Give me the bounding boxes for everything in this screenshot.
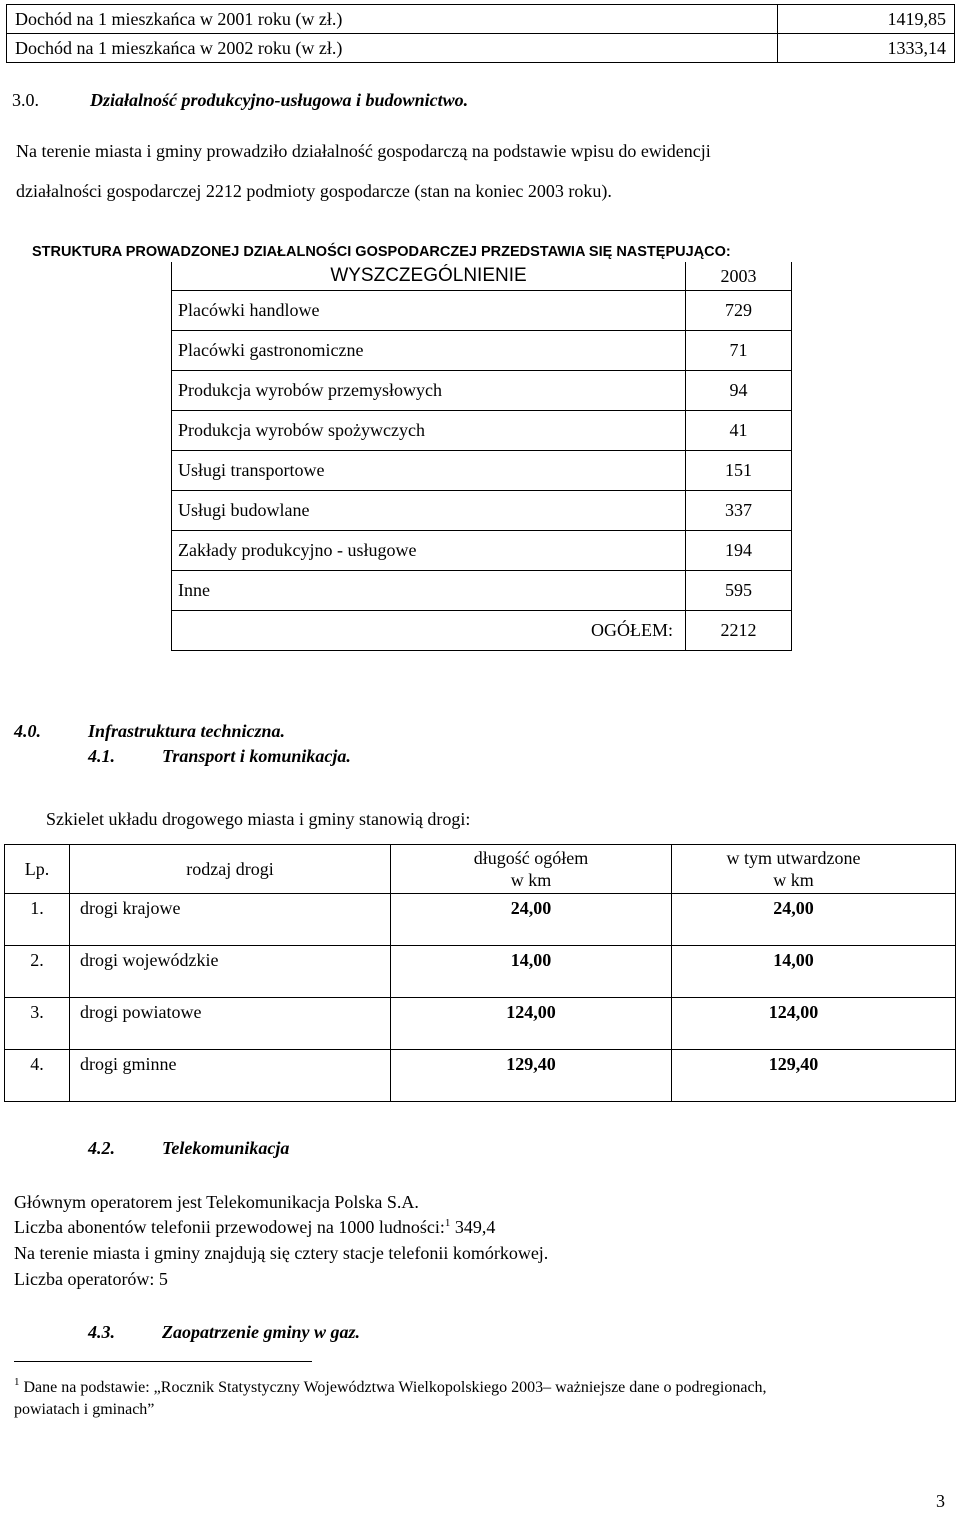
table-row (172, 291, 792, 331)
telecom-text: Liczba abonentów telefonii przewodowej na 1000 ludności: (14, 1217, 445, 1237)
header-line: w tym utwardzone (726, 848, 861, 868)
cell-name: Inne (172, 571, 686, 611)
cell-value: 41 (686, 411, 792, 451)
table-row (7, 5, 955, 34)
cell-length: 129,40 (391, 1050, 672, 1102)
table-row (172, 491, 792, 531)
telecom-value: 349,4 (454, 1217, 496, 1237)
table-row (7, 34, 955, 63)
cell-lp: 2. (5, 946, 70, 998)
cell-value: 729 (686, 291, 792, 331)
cell-length: 14,00 (391, 946, 672, 998)
footnote-ref: 1 (444, 1217, 451, 1229)
section-number: 4.2. (88, 1138, 115, 1158)
section-title: Telekomunikacja (162, 1138, 290, 1158)
cell-name: Usługi budowlane (172, 491, 686, 531)
cell-value: 151 (686, 451, 792, 491)
cell-lp: 4. (5, 1050, 70, 1102)
cell-length: 124,00 (391, 998, 672, 1050)
total-value: 2212 (686, 611, 792, 651)
table-row (172, 331, 792, 371)
column-header-name: WYSZCZEGÓLNIENIE (172, 262, 686, 291)
income-value: 1333,14 (778, 34, 955, 63)
cell-type: drogi powiatowe (70, 998, 391, 1050)
income-value: 1419,85 (778, 5, 955, 34)
table-row (5, 1050, 956, 1102)
income-label: Dochód na 1 mieszkańca w 2002 roku (w zł.) (7, 34, 778, 63)
cell-hardened: 24,00 (672, 894, 956, 946)
table-header-row (5, 845, 956, 894)
income-label: Dochód na 1 mieszkańca w 2001 roku (w zł.) (7, 5, 778, 34)
cell-name: Produkcja wyrobów przemysłowych (172, 371, 686, 411)
section-title: Transport i komunikacja. (162, 746, 351, 766)
section-number: 4.3. (88, 1322, 115, 1342)
section-number: 4.0. (14, 721, 41, 741)
cell-value: 595 (686, 571, 792, 611)
section-4-3-heading (88, 1321, 361, 1343)
cell-hardened: 14,00 (672, 946, 956, 998)
cell-type: drogi krajowe (70, 894, 391, 946)
header-line: długość ogółem (473, 848, 589, 868)
section-title: Działalność produkcyjno-usługowa i budownictwo. (90, 90, 469, 110)
cell-hardened: 129,40 (672, 1050, 956, 1102)
section-4-heading (14, 720, 286, 742)
section-number: 4.1. (88, 746, 115, 766)
cell-type: drogi gminne (70, 1050, 391, 1102)
cell-name: Placówki handlowe (172, 291, 686, 331)
roads-intro: Szkielet układu drogowego miasta i gminy stanowią drogi: (46, 809, 471, 829)
header-line: w km (510, 870, 552, 890)
structure-heading: STRUKTURA PROWADZONEJ DZIAŁALNOŚCI GOSPODARCZEJ PRZEDSTAWIA SIĘ NASTĘPUJĄCO: (32, 244, 731, 260)
telecom-line (14, 1216, 495, 1238)
page-number: 3 (936, 1491, 945, 1511)
header-line: w km (773, 870, 814, 890)
section-4-2-heading (88, 1137, 290, 1159)
cell-name: Produkcja wyrobów spożywczych (172, 411, 686, 451)
column-header-hardened (672, 845, 956, 894)
paragraph-line: działalności gospodarczej 2212 podmioty gospodarcze (stan na koniec 2003 roku). (16, 181, 612, 201)
telecom-line: Liczba operatorów: 5 (14, 1269, 168, 1289)
table-row (172, 451, 792, 491)
cell-lp: 1. (5, 894, 70, 946)
table-total-row (172, 611, 792, 651)
telecom-line: Głównym operatorem jest Telekomunikacja Polska S.A. (14, 1192, 419, 1212)
cell-length: 24,00 (391, 894, 672, 946)
footnote-text: Dane na podstawie: „Rocznik Statystyczny Województwa Wielkopolskiego 2003– ważniejsze dane o podregionach, (23, 1379, 767, 1396)
roads-table (4, 844, 956, 1102)
section-number: 3.0. (12, 90, 39, 110)
footnote (14, 1378, 767, 1398)
column-header-year: 2003 (686, 262, 792, 291)
table-row (5, 998, 956, 1050)
paragraph-line: Na terenie miasta i gminy prowadziło działalność gospodarczą na podstawie wpisu do ewidencji (16, 141, 711, 161)
structure-table (171, 262, 792, 651)
table-header-row (172, 262, 792, 291)
column-header-lp: Lp. (5, 845, 70, 894)
table-row (172, 571, 792, 611)
section-4-1-heading (88, 745, 351, 767)
footnote-marker: 1 (14, 1376, 20, 1388)
section-title: Zaopatrzenie gminy w gaz. (162, 1322, 361, 1342)
footnote-text: powiatach i gminach” (14, 1401, 155, 1418)
section-title: Infrastruktura techniczna. (88, 721, 286, 741)
total-label: OGÓŁEM: (172, 611, 686, 651)
table-row (172, 411, 792, 451)
cell-name: Placówki gastronomiczne (172, 331, 686, 371)
cell-value: 194 (686, 531, 792, 571)
cell-value: 71 (686, 331, 792, 371)
cell-name: Usługi transportowe (172, 451, 686, 491)
section-3-heading (12, 89, 469, 111)
cell-name: Zakłady produkcyjno - usługowe (172, 531, 686, 571)
column-header-type: rodzaj drogi (70, 845, 391, 894)
footnote-separator (14, 1361, 312, 1362)
telecom-line: Na terenie miasta i gminy znajdują się cztery stacje telefonii komórkowej. (14, 1243, 549, 1263)
cell-value: 337 (686, 491, 792, 531)
cell-lp: 3. (5, 998, 70, 1050)
column-header-length (391, 845, 672, 894)
cell-value: 94 (686, 371, 792, 411)
income-table (6, 4, 955, 63)
cell-type: drogi wojewódzkie (70, 946, 391, 998)
cell-hardened: 124,00 (672, 998, 956, 1050)
table-row (5, 894, 956, 946)
table-row (172, 531, 792, 571)
table-row (172, 371, 792, 411)
table-row (5, 946, 956, 998)
